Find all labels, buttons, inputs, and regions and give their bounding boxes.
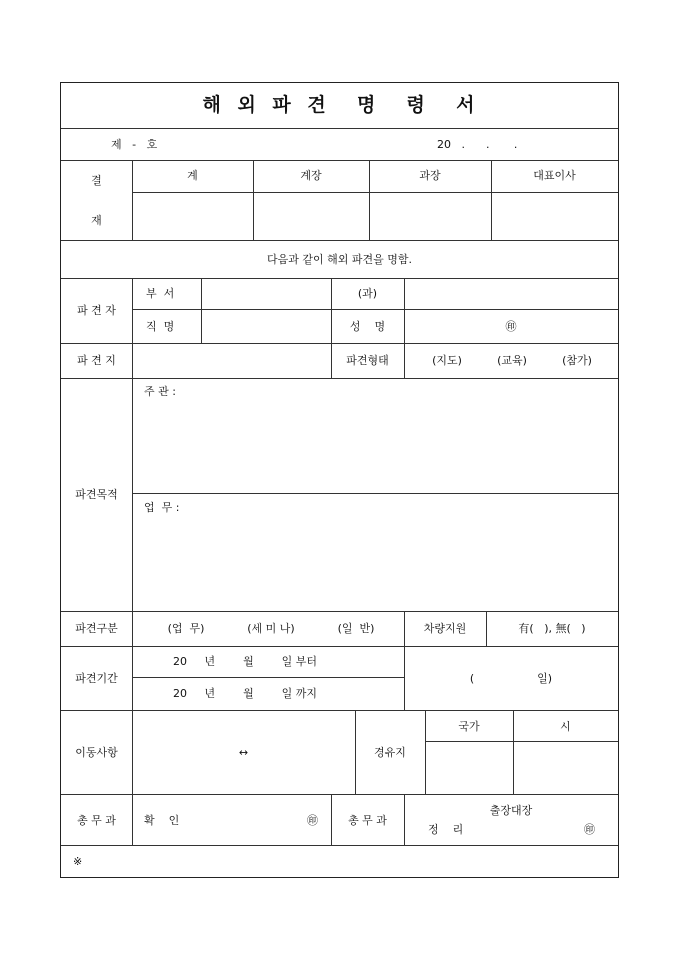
rule	[61, 845, 618, 846]
rule	[132, 309, 618, 310]
country-label: 국가	[458, 720, 480, 733]
footer-label-left: 총 무 과	[77, 814, 116, 827]
form-title: 해 외 파 견 명 령 서	[202, 94, 477, 116]
category-label: 파견구분	[75, 622, 118, 635]
category-option-business: (업 무)	[167, 622, 205, 635]
rule	[61, 611, 618, 612]
movement-label: 이동사항	[75, 746, 118, 759]
confirm-seal-icon: ㊞	[307, 814, 318, 827]
rule	[61, 710, 618, 711]
rule	[61, 646, 618, 647]
arrange-seal-icon: ㊞	[584, 823, 595, 836]
rule	[61, 343, 618, 344]
rule	[61, 278, 618, 279]
rule	[404, 794, 405, 845]
dispatch-type-label: 파견형태	[346, 354, 389, 367]
vehicle-support-label: 차량지원	[423, 622, 467, 635]
department-suffix: (과)	[357, 287, 378, 300]
city-label: 시	[560, 720, 571, 733]
confirm-label: 확 인	[144, 814, 180, 827]
ledger-label: 출장대장	[489, 804, 533, 817]
dispatch-order-form	[60, 82, 619, 878]
period-days: ( 일)	[469, 672, 553, 685]
type-option-education: (교육)	[497, 354, 527, 367]
rule	[132, 493, 618, 494]
duty-label: 업 무 :	[144, 501, 180, 514]
issue-date: 20 . . .	[437, 138, 518, 151]
name-label: 성 명	[349, 320, 386, 333]
approval-label-top: 결	[91, 174, 102, 187]
rule	[61, 160, 618, 161]
approval-label-bottom: 재	[91, 214, 102, 227]
position-label: 직 명	[146, 320, 175, 333]
purpose-label: 파견목적	[75, 488, 118, 501]
period-to: 20 년 월 일 까지	[173, 687, 318, 700]
rule	[132, 677, 404, 678]
rule	[132, 278, 133, 845]
category-option-general: (일 반)	[337, 622, 375, 635]
rule	[61, 128, 618, 129]
period-label: 파견기간	[75, 672, 118, 685]
seal-icon: ㊞	[505, 320, 517, 333]
vehicle-support-value: 有( ), 無( )	[518, 622, 586, 635]
rule	[61, 240, 618, 241]
footer-label-right: 총 무 과	[348, 814, 387, 827]
rule	[132, 192, 618, 193]
rule	[61, 794, 618, 795]
route-arrow-icon: ↔	[238, 746, 249, 759]
dispatchee-label: 파 견 자	[77, 304, 116, 317]
via-label: 경유지	[374, 746, 406, 759]
type-option-guidance: (지도)	[432, 354, 462, 367]
approval-col-manager: 과장	[419, 169, 441, 182]
host-label: 주 관 :	[144, 385, 176, 398]
approval-col-staff: 계	[187, 169, 198, 182]
document-number: 제 - 호	[111, 138, 158, 151]
rule	[201, 278, 202, 343]
category-option-seminar: (세 미 나)	[247, 622, 295, 635]
note-mark: ※	[73, 855, 83, 868]
instruction-text: 다음과 같이 해외 파견을 명함.	[267, 253, 412, 266]
approval-col-chief: 계장	[300, 169, 322, 182]
destination-label: 파 견 지	[77, 354, 116, 367]
rule	[425, 741, 618, 742]
arrange-label: 정 리	[428, 823, 464, 836]
rule	[61, 378, 618, 379]
approval-col-ceo: 대표이사	[533, 169, 576, 182]
department-label: 부 서	[146, 287, 175, 300]
period-from: 20 년 월 일 부터	[173, 655, 318, 668]
type-option-participation: (참가)	[562, 354, 592, 367]
